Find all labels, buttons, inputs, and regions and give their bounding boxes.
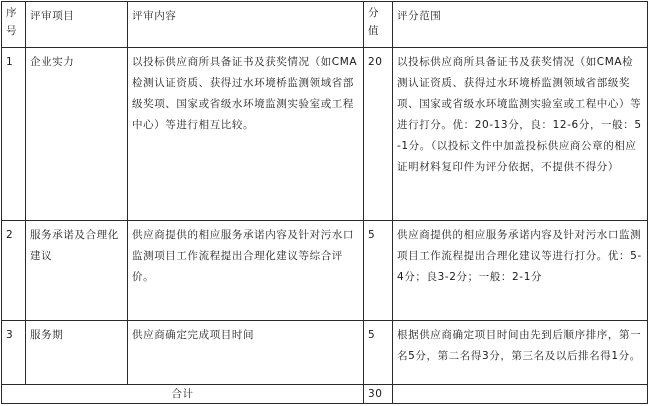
row-no: 2 [2, 221, 26, 321]
row-range: 以投标供应商所具备证书及获奖情况（如CMA检测认证资质、获得过水环境桥监测领域省部级奖项、国家或省级水环境监测实验室或工程中心）等进行打分。优：20-13分，良：12-6分，一般：5-1分。（以投标文件中加盖投标供应商公章的相应证明材料复印件为评分依据，不提供不得分） [393, 48, 648, 221]
row-content: 供应商确定完成项目时间 [128, 321, 364, 385]
row-item: 企业实力 [26, 48, 128, 221]
row-score: 20 [364, 48, 393, 221]
row-no: 3 [2, 321, 26, 385]
row-content: 以投标供应商所具备证书及获奖情况（如CMA检测认证资质、获得过水环境桥监测领域省部级奖项、国家或省级水环境监测实验室或工程中心）等进行相互比较。 [128, 48, 364, 221]
evaluation-table [1, 1, 648, 404]
table-row [2, 221, 648, 321]
header-no: 序号 [2, 2, 26, 48]
row-item: 服务承诺及合理化建议 [26, 221, 128, 321]
total-row [2, 385, 648, 404]
row-content: 供应商提供的相应服务承诺内容及针对污水口监测项目工作流程提出合理化建议等综合评价。 [128, 221, 364, 321]
total-score: 30 [364, 385, 393, 404]
table-row [2, 321, 648, 385]
table-header-row [2, 2, 648, 48]
total-range [393, 385, 648, 404]
row-range: 供应商提供的相应服务承诺内容及针对污水口监测项目工作流程提出合理化建议等进行打分。优：5-4分；良3-2分；一般：2-1分 [393, 221, 648, 321]
header-range: 评分范围 [393, 2, 648, 48]
row-score: 5 [364, 221, 393, 321]
total-label: 合计 [2, 385, 364, 404]
header-item: 评审项目 [26, 2, 128, 48]
row-no: 1 [2, 48, 26, 221]
header-content: 评审内容 [128, 2, 364, 48]
row-range: 根据供应商确定项目时间由先到后顺序排序，第一名5分，第二名得3分，第三名及以后排名得1分。 [393, 321, 648, 385]
header-score: 分值 [364, 2, 393, 48]
row-score: 5 [364, 321, 393, 385]
row-item: 服务期 [26, 321, 128, 385]
table-row [2, 48, 648, 221]
